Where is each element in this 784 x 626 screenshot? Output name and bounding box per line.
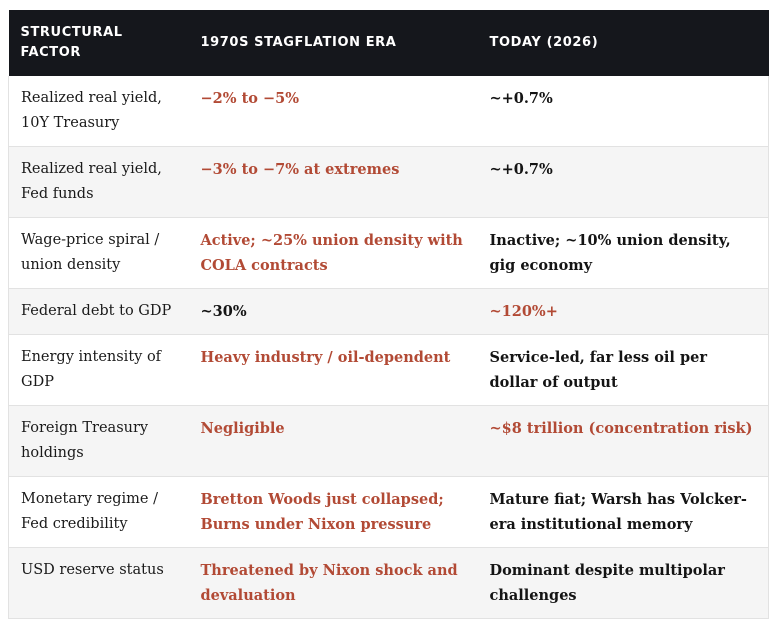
era1970-cell: −2% to −5% [189,76,478,147]
era1970-cell: Bretton Woods just collapsed; Burns under Nixon pressure [189,477,478,548]
table-row [9,218,769,289]
table-row [9,335,769,406]
factor-cell: Realized real yield, Fed funds [9,147,189,218]
today-cell: Mature fiat; Warsh has Volcker-era institutional memory [478,477,769,548]
factor-cell: Monetary regime / Fed credibility [9,477,189,548]
today-cell: Service-led, far less oil per dollar of output [478,335,769,406]
table-row [9,76,769,147]
factor-cell: Federal debt to GDP [9,289,189,335]
today-cell: ~+0.7% [478,76,769,147]
table-row [9,147,769,218]
header-structural-factor: STRUCTURAL FACTOR [9,10,189,76]
table-row [9,406,769,477]
table-row [9,477,769,548]
header-row [9,10,769,76]
table-row [9,548,769,619]
era1970-cell: Negligible [189,406,478,477]
today-cell: ~$8 trillion (concentration risk) [478,406,769,477]
era1970-cell: Threatened by Nixon shock and devaluation [189,548,478,619]
comparison-table [8,10,769,619]
era1970-cell: ~30% [189,289,478,335]
factor-cell: Wage-price spiral / union density [9,218,189,289]
factor-cell: Energy intensity of GDP [9,335,189,406]
era1970-cell: −3% to −7% at extremes [189,147,478,218]
table-body [9,76,769,619]
factor-cell: Foreign Treasury holdings [9,406,189,477]
factor-cell: USD reserve status [9,548,189,619]
header-1970s-era: 1970S STAGFLATION ERA [189,10,478,76]
factor-cell: Realized real yield, 10Y Treasury [9,76,189,147]
today-cell: ~120%+ [478,289,769,335]
header-today: TODAY (2026) [478,10,769,76]
table-header [9,10,769,76]
era1970-cell: Heavy industry / oil-dependent [189,335,478,406]
today-cell: Inactive; ~10% union density, gig economy [478,218,769,289]
table-row [9,289,769,335]
comparison-table-container [8,10,768,619]
today-cell: ~+0.7% [478,147,769,218]
era1970-cell: Active; ~25% union density with COLA contracts [189,218,478,289]
today-cell: Dominant despite multipolar challenges [478,548,769,619]
